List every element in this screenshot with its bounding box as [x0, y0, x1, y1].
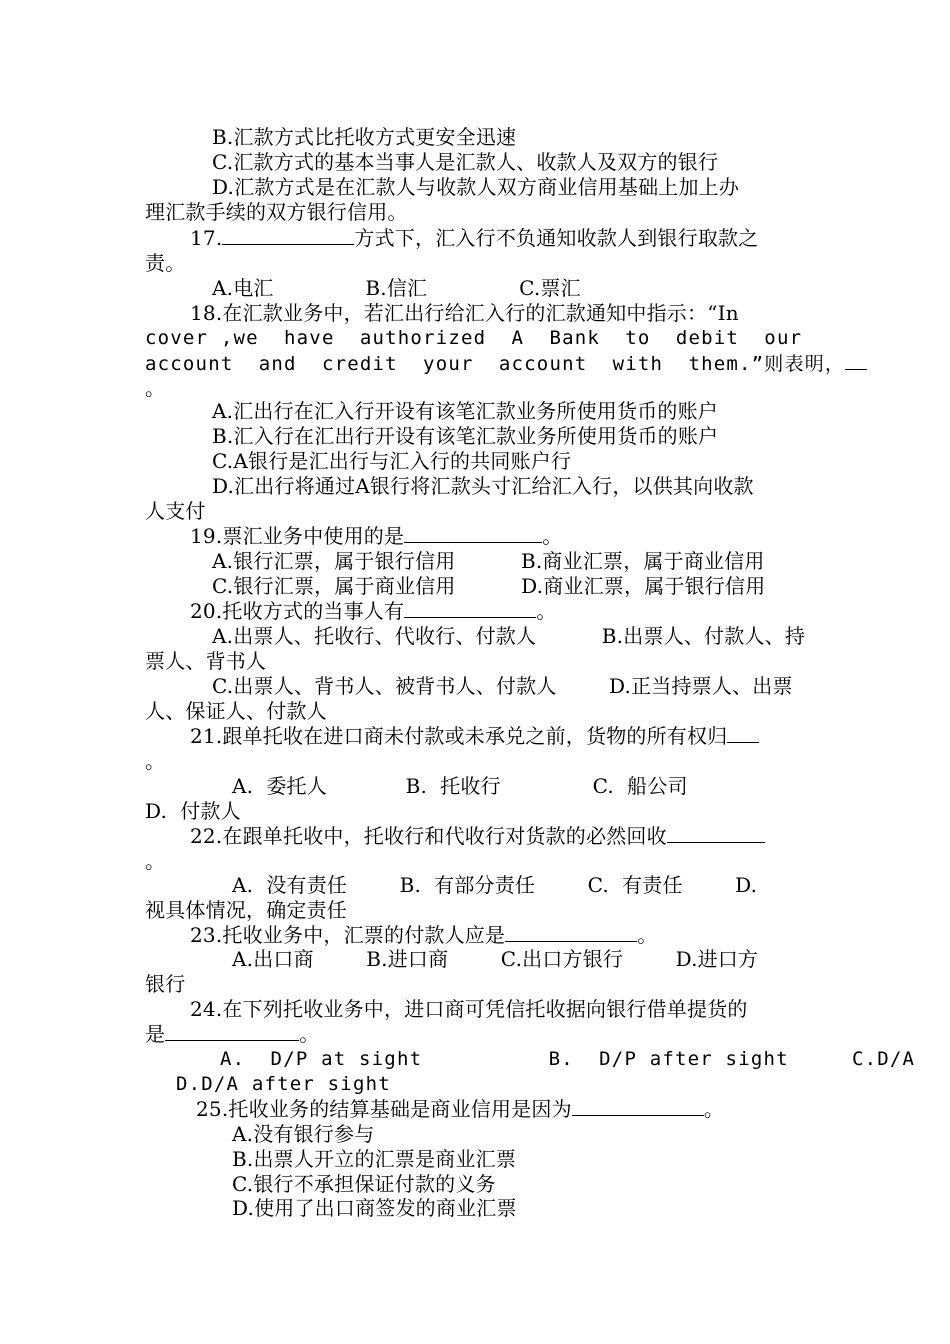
q22-stem-end: 。	[145, 849, 166, 873]
q21-option-d: D. 付款人	[145, 799, 241, 823]
q23-stem	[190, 923, 657, 948]
q18-stem-text: account and credit your account with them.”则表明，	[145, 353, 846, 375]
q24-stem: 24.在下列托收业务中，进口商可凭信托收据向银行借单提货的	[190, 997, 748, 1021]
q19-end: 。	[542, 524, 563, 548]
q22-option-d-cont: 视具体情况，确定责任	[145, 898, 347, 922]
q20-text: 20.托收方式的当事人有	[190, 599, 405, 623]
q18-option-c: C.A银行是汇出行与汇入行的共同账户行	[212, 449, 572, 473]
q18-option-d-cont: 人支付	[145, 499, 206, 523]
q18-option-b: B.汇入行在汇出行开设有该笔汇款业务所使用货币的账户	[212, 424, 719, 448]
q18-stem: 18.在汇款业务中，若汇出行给汇入行的汇款通知中指示：“In	[190, 301, 739, 325]
q16-option-d-cont: 理汇款手续的双方银行信用。	[145, 200, 408, 224]
q19-options-cd: C.银行汇票，属于商业信用 D.商业汇票，属于银行信用	[212, 574, 766, 598]
q18-stem-cont-2	[145, 351, 867, 376]
q21-options: A. 委托人 B. 托收行 C. 船公司	[232, 774, 688, 798]
q22-stem	[190, 824, 765, 849]
q18-stem-cont-1: cover ,we have authorized A Bank to debit our	[145, 327, 803, 349]
q20-answer-blank	[404, 599, 536, 618]
q19-answer-blank	[404, 524, 542, 543]
q24-answer-blank	[165, 1022, 299, 1041]
q23-end: 。	[637, 923, 658, 947]
q24-end: 。	[299, 1022, 320, 1046]
q20-options-ab: A.出票人、托收行、代收行、付款人 B.出票人、付款人、持	[212, 624, 806, 648]
q23-options: A.出口商 B.进口商 C.出口方银行 D.进口方	[232, 947, 759, 971]
q17-text: 方式下，汇入行不负通知收款人到银行取款之	[354, 226, 759, 250]
q24-options: A. D/P at sight B. D/P after sight C.D/A	[220, 1048, 916, 1070]
q24-option-d: D.D/A after sight	[176, 1073, 391, 1095]
q20-end: 。	[536, 599, 557, 623]
q25-option-a: A.没有银行参与	[232, 1122, 375, 1146]
q17-stem-cont: 责。	[145, 251, 186, 275]
q18-stem-end: 。	[145, 376, 166, 400]
q21-text: 21.跟单托收在进口商未付款或未承兑之前，货物的所有权归	[190, 724, 728, 748]
q20-options-ab-cont: 票人、背书人	[145, 649, 267, 673]
q23-text: 23.托收业务中，汇票的付款人应是	[190, 923, 506, 947]
q17-stem	[190, 226, 758, 251]
q23-answer-blank	[505, 923, 637, 942]
q17-number: 17.	[190, 226, 223, 250]
q17-answer-blank	[222, 226, 354, 245]
q17-options: A.电汇 B.信汇 C.票汇	[212, 276, 581, 300]
q23-option-d-cont: 银行	[145, 972, 186, 996]
q20-options-cd: C.出票人、背书人、被背书人、付款人 D.正当持票人、出票	[212, 674, 793, 698]
q22-options: A. 没有责任 B. 有部分责任 C. 有责任 D.	[232, 873, 758, 897]
q20-options-cd-cont: 人、保证人、付款人	[145, 699, 327, 723]
q21-stem-end: 。	[145, 749, 166, 773]
q16-option-d: D.汇款方式是在汇款人与收款人双方商业信用基础上加上办	[212, 175, 740, 199]
q18-option-d: D.汇出行将通过A银行将汇款头寸汇给汇入行，以供其向收款	[212, 474, 754, 498]
q19-stem	[190, 524, 562, 549]
q19-text: 19.票汇业务中使用的是	[190, 524, 405, 548]
q18-answer-blank	[845, 351, 867, 370]
q25-text: 25.托收业务的结算基础是商业信用是因为	[196, 1097, 572, 1121]
q25-end: 。	[703, 1097, 725, 1121]
q16-option-b: B.汇款方式比托收方式更安全迅速	[212, 125, 517, 149]
q25-option-d: D.使用了出口商签发的商业汇票	[232, 1196, 517, 1220]
q25-option-c: C.银行不承担保证付款的义务	[232, 1172, 496, 1196]
q20-stem	[190, 599, 556, 624]
q22-text: 22.在跟单托收中，托收行和代收行对货款的必然回收	[190, 824, 667, 848]
q25-stem	[196, 1097, 724, 1122]
q18-option-a: A.汇出行在汇入行开设有该笔汇款业务所使用货币的账户	[212, 399, 719, 423]
q24-stem-cont	[145, 1022, 319, 1047]
q21-answer-blank	[727, 724, 759, 743]
q25-option-b: B.出票人开立的汇票是商业汇票	[232, 1147, 517, 1171]
q25-answer-blank	[572, 1097, 704, 1116]
q22-answer-blank	[667, 824, 765, 843]
q19-options-ab: A.银行汇票，属于银行信用 B.商业汇票，属于商业信用	[212, 549, 765, 573]
q21-stem	[190, 724, 759, 749]
q24-text: 是	[145, 1022, 166, 1046]
q16-option-c: C.汇款方式的基本当事人是汇款人、收款人及双方的银行	[212, 150, 719, 174]
